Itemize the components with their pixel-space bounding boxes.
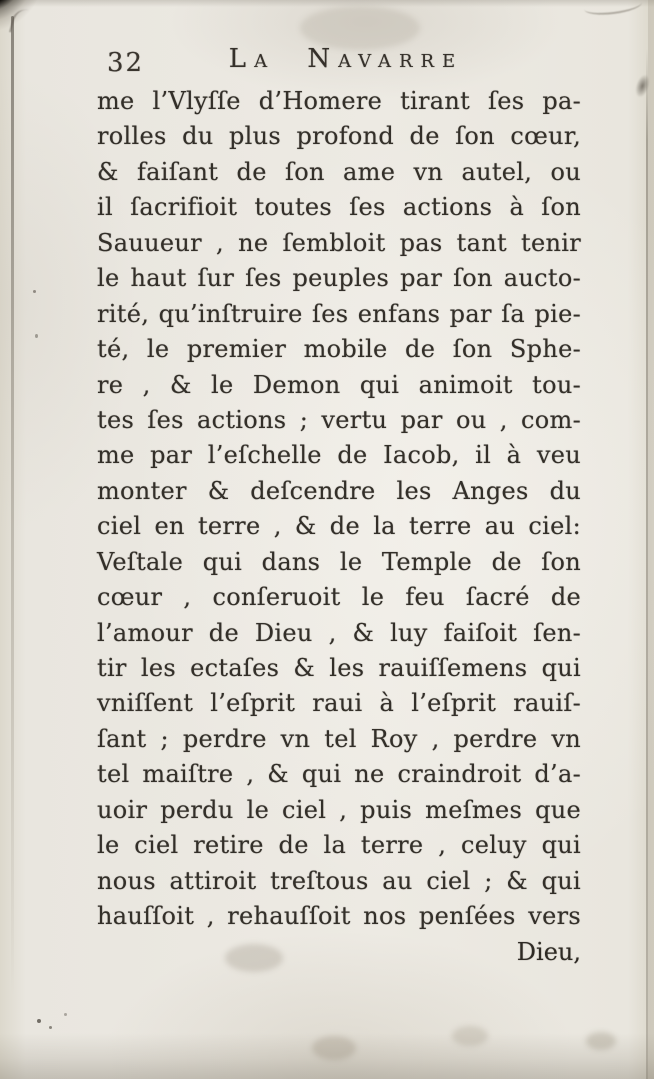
text-line: tel maiſtre , & qui ne craindroit d’a- xyxy=(97,760,581,789)
text-line: re , & le Demon qui animoit tou- xyxy=(97,370,581,399)
ink-speck xyxy=(35,334,38,338)
text-line: il ſacrifioit toutes ſes actions à ſon xyxy=(97,193,581,222)
text-line: tes ſes actions ; vertu par ou , com- xyxy=(97,405,581,434)
bottom-edge-shadow xyxy=(0,1033,654,1079)
right-edge-shade xyxy=(648,0,654,1079)
text-block xyxy=(97,84,581,935)
right-page-edge xyxy=(646,48,648,1079)
text-line: rité, qu’inſtruire ſes enfans par ſa pie- xyxy=(97,299,581,328)
text-line: uoir perdu le ciel , puis meſmes que xyxy=(97,795,581,824)
text-line: & faiſant de ſon ame vn autel, ou xyxy=(97,157,581,186)
gutter-crease xyxy=(11,16,14,996)
top-right-pen-mark xyxy=(583,0,643,17)
text-line: le ciel retire de la terre , celuy qui xyxy=(97,831,581,860)
ink-speck xyxy=(49,1026,52,1029)
text-line: monter & deſcendre les Anges du xyxy=(97,476,581,505)
text-line: hauſſoit , rehauſſoit nos penſées vers xyxy=(97,902,581,931)
text-line: ciel en terre , & de la terre au ciel: xyxy=(97,512,581,541)
ink-speck xyxy=(37,1019,41,1023)
text-line: rolles du plus profond de ſon cœur, xyxy=(97,122,581,151)
text-line: nous attiroit treſtous au ciel ; & qui xyxy=(97,866,581,895)
printed-area xyxy=(97,44,581,970)
page-number: 32 xyxy=(107,48,145,78)
ink-speck xyxy=(33,290,36,293)
text-line: Sauueur , ne ſembloit pas tant tenir xyxy=(97,228,581,257)
text-line: me l’Vlyſſe d’Homere tirant ſes pa- xyxy=(97,87,581,115)
text-line: Veſtale qui dans le Temple de ſon xyxy=(97,547,581,576)
text-line: tir les ectaſes & les rauiſſemens qui xyxy=(97,654,581,682)
catchword: Dieu, xyxy=(516,937,581,966)
text-line: ſant ; perdre vn tel Roy , perdre vn xyxy=(97,724,581,753)
running-title: La Navarre xyxy=(228,44,464,74)
text-line: le haut ſur ſes peuples par ſon aucto- xyxy=(97,264,581,293)
page-header xyxy=(97,44,581,82)
ink-speck xyxy=(64,1013,67,1016)
text-line: té, le premier mobile de ſon Sphe- xyxy=(97,335,581,364)
top-edge-shadow xyxy=(0,0,654,7)
text-line: cœur , conſeruoit le feu ſacré de xyxy=(97,583,581,612)
text-line: vniſſent l’eſprit raui à l’eſprit rauiſ- xyxy=(97,689,581,718)
text-line: l’amour de Dieu , & luy faiſoit ſen- xyxy=(97,618,581,647)
text-line: me par l’eſchelle de Iacob, il à veu xyxy=(97,441,581,470)
